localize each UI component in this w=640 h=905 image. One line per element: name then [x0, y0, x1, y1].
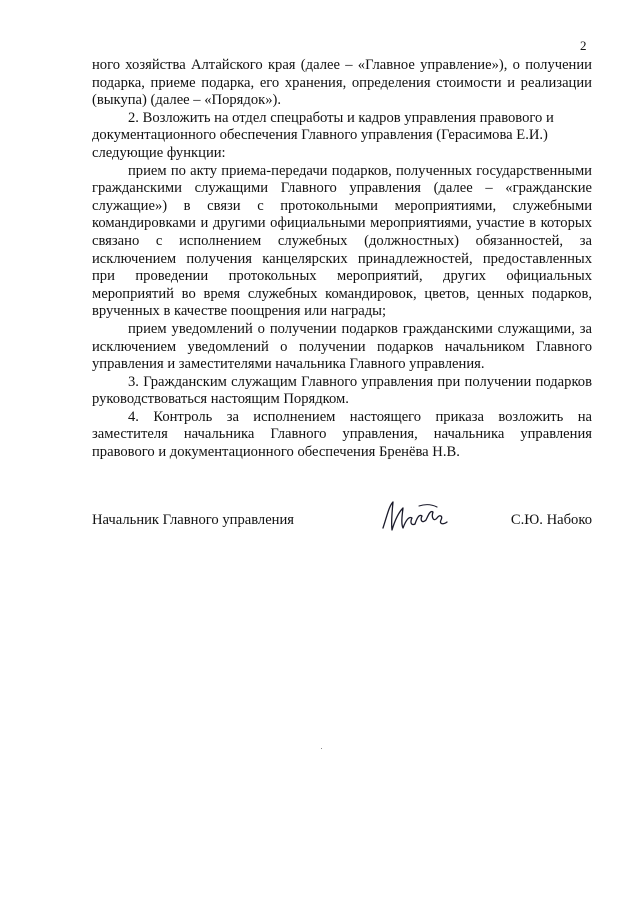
signature-block [92, 498, 592, 538]
handwritten-signature [379, 498, 451, 536]
paragraph-function-notifications: прием уведомлений о получении подарков гражданскими служащими, за исключением уведомлений о получении подарков начальником Главного управления и заместителями начальника Главного управления. [92, 320, 592, 373]
signatory-title: Начальник Главного управления [92, 512, 295, 528]
paragraph-item-4: 4. Контроль за исполнением настоящего приказа возложить на заместителя начальника Главного управления, начальника управления правового и документационного обеспечения Бренёва Н.В. [92, 408, 592, 461]
paragraph-function-gifts: прием по акту приема-передачи подарков, полученных государственными гражданскими служащими Главного управления (далее – «гражданские служащие») в связи с протокольными мероприятиями, служебными командировками и другими официальными мероприятиями, участие в которых связано с исполнением служебных (должностных) обязанностей, за исключением получения канцелярских принадлежностей, предоставленных при проведении протокольных мероприятий, других официальных мероприятий во время служебных командировок, цветов, ценных подарков, врученных в качестве поощрения или награды; [92, 162, 592, 320]
document-body [92, 57, 592, 462]
scan-speck [321, 748, 322, 749]
paragraph-item-2: 2. Возложить на отдел спецработы и кадров управления правового и документационного обеспечения Главного управления (Герасимова Е.И.) следующие функции: [92, 109, 554, 161]
paragraph-item-3: 3. Гражданским служащим Главного управления при получении подарков руководствоваться настоящим Порядком. [92, 373, 592, 408]
page-number: 2 [580, 38, 587, 53]
paragraph-continuation: ного хозяйства Алтайского края (далее – «Главное управление»), о получении подарка, приеме подарка, его хранения, определения стоимости и реализации (выкупа) (далее – «Порядок»). [92, 57, 592, 109]
signatory-name: С.Ю. Набоко [510, 512, 592, 528]
